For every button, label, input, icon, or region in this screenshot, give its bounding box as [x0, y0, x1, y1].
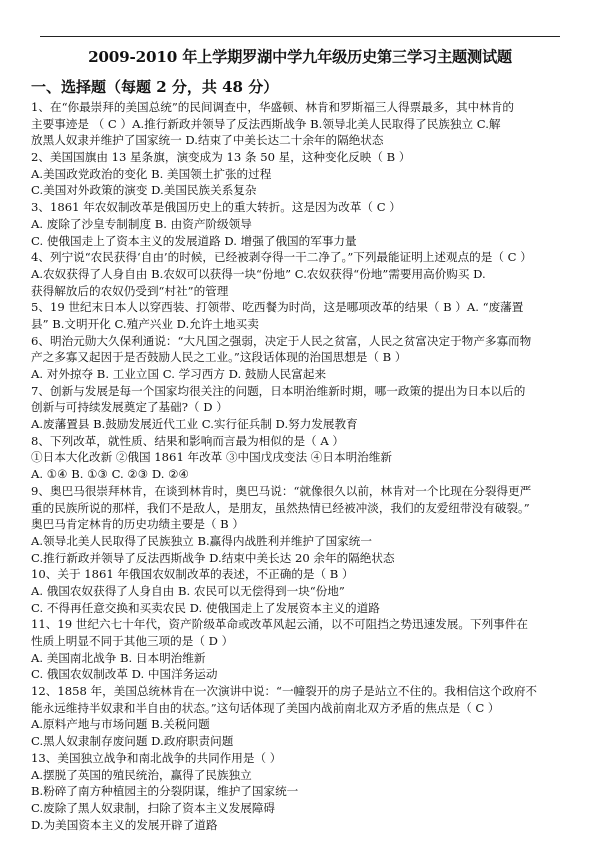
question-line: A.原料产地与市场问题 B.关税问题: [31, 717, 210, 732]
question-line: 创新与可持续发展奠定了基础?（ D ）: [31, 400, 228, 415]
question-line: 放黑人奴隶并维护了国家统一 D.结束了中美长达二十余年的隔绝状态: [31, 133, 384, 148]
question-line: C.黑人奴隶制存废问题 D.政府职责问题: [31, 734, 234, 749]
question-line: C. 不得再任意交换和买卖农民 D. 使俄国走上了发展资本主义的道路: [31, 600, 380, 615]
question-line: A. 对外掠夺 B. 工业立国 C. 学习西方 D. 鼓励人民富起来: [31, 367, 327, 381]
question-line: 11、19 世纪六七十年代，资产阶级革命或改革风起云涌，以不可阻挡之势迅速发展。下列事件在: [31, 617, 528, 632]
question-line: 产之多寡又起因于是否鼓励人民之工业。”这段话体现的治国思想是（ B ）: [31, 350, 407, 365]
question-line: A.美国政党政治的变化 B. 美国领土扩张的过程: [31, 166, 272, 181]
question-line: 奥巴马肯定林肯的历史功绩主要是（ B ）: [31, 517, 244, 532]
question-line: 10、关于 1861 年俄国农奴制改革的表述，不正确的是（ B ）: [31, 567, 354, 582]
top-rule: [40, 36, 560, 37]
question-line: 2、美国国旗由 13 星条旗，演变成为 13 条 50 星，这种变化反映（ B ）: [31, 150, 411, 165]
question-line: A.废藩置县 B.鼓励发展近代工业 C.实行征兵制 D.努力发展教育: [31, 417, 358, 432]
question-line: 4、列宁说“农民获得‘自由’的时候，已经被剥夺得一干二净了。”下列最能证明上述观点的是（ C ）: [31, 250, 532, 265]
question-line: 获得解放后的农奴仍受到“村社”的管理: [31, 283, 229, 298]
question-line: A.农奴获得了人身自由 B.农奴可以获得一块“份地” C.农奴获得“份地”需要用高价购买 D.: [31, 266, 486, 281]
question-line: 9、奥巴马很崇拜林肯，在谈到林肯时，奥巴马说：“就像很久以前，林肯对一个比现在分裂得更严: [31, 483, 532, 498]
question-line: D.为美国资本主义的发展开辟了道路: [31, 817, 218, 832]
page-title: 2009-2010 年上学期罗湖中学九年级历史第三学习主题测试题: [88, 48, 512, 66]
question-line: A.摆脱了英国的殖民统治，赢得了民族独立: [31, 767, 252, 782]
question-line: 1、在“你最崇拜的美国总统”的民间调查中，华盛顿、林肯和罗斯福三人得票最多，其中林肯的: [31, 100, 514, 114]
question-line: 8、下列改革，就性质、结果和影响而言最为相似的是（ A ）: [31, 433, 344, 448]
question-line: A. 俄国农奴获得了人身自由 B. 农民可以无偿得到一块“份地”: [31, 583, 345, 598]
question-line: 性质上明显不同于其他三项的是（ D ）: [31, 634, 234, 648]
question-line: A. ①④ B. ①③ C. ②③ D. ②④: [31, 467, 189, 482]
question-line: A. 废除了沙皇专制制度 B. 由资产阶级领导: [31, 216, 252, 231]
question-line: ①日本大化改新 ②俄国 1861 年改革 ③中国戊戌变法 ④日本明治维新: [31, 450, 392, 465]
question-line: 13、美国独立战争和南北战争的共同作用是（ ）: [31, 750, 282, 765]
question-line: 主要事迹是 （ C ）A.推行新政并领导了反法西斯战争 B.领导北美人民取得了民族独立 C.解: [31, 116, 501, 131]
question-line: C.美国对外政策的演变 D.美国民族关系复杂: [31, 183, 257, 198]
question-line: A.领导北美人民取得了民族独立 B.赢得内战胜利并维护了国家统一: [31, 533, 372, 548]
question-line: 6、明治元勋大久保利通说：“大凡国之强弱，决定于人民之贫富，人民之贫富决定于物产多寡而物: [31, 333, 532, 348]
question-line: C. 使俄国走上了资本主义的发展道路 D. 增强了俄国的军事力量: [31, 233, 357, 248]
question-line: 3、1861 年农奴制改革是俄国历史上的重大转折。这是因为改革（ C ）: [31, 200, 401, 215]
question-line: 县” B.文明开化 C.殖产兴业 D.允许土地买卖: [31, 316, 259, 331]
question-line: C.废除了黑人奴隶制，扫除了资本主义发展障碍: [31, 800, 276, 815]
question-line: C.推行新政并领导了反法西斯战争 D.结束中美长达 20 余年的隔绝状态: [31, 550, 395, 565]
question-line: A. 美国南北战争 B. 日本明治维新: [31, 650, 206, 665]
question-line: 5、19 世纪末日本人以穿西装、打领带、吃西餐为时尚，这是哪项改革的结果（ B ）A. “废藩置: [31, 300, 524, 315]
question-list: [31, 99, 571, 833]
question-line: 12、1858 年，美国总统林肯在一次演讲中说：“一幢裂开的房子是站立不住的。我相信这个政府不: [31, 684, 538, 699]
section-heading: 一、选择题（每题 2 分，共 48 分）: [31, 78, 279, 96]
question-line: C. 俄国农奴制改革 D. 中国洋务运动: [31, 667, 218, 682]
question-line: B.粉碎了南方种植园主的分裂阴谋，维护了国家统一: [31, 784, 299, 799]
question-line: 7、创新与发展是每一个国家均很关注的问题，日本明治维新时期，哪一政策的提出为日本以后的: [31, 383, 526, 398]
question-line: 重的民族所说的那样，我们不是敌人，是朋友，虽然热情已经被冲淡，我们的友爱纽带没有破裂。”: [31, 500, 530, 515]
question-line: 能永远维持半奴隶和半自由的状态。”这句话体现了美国内战前南北双方矛盾的焦点是（ C ）: [31, 700, 500, 715]
